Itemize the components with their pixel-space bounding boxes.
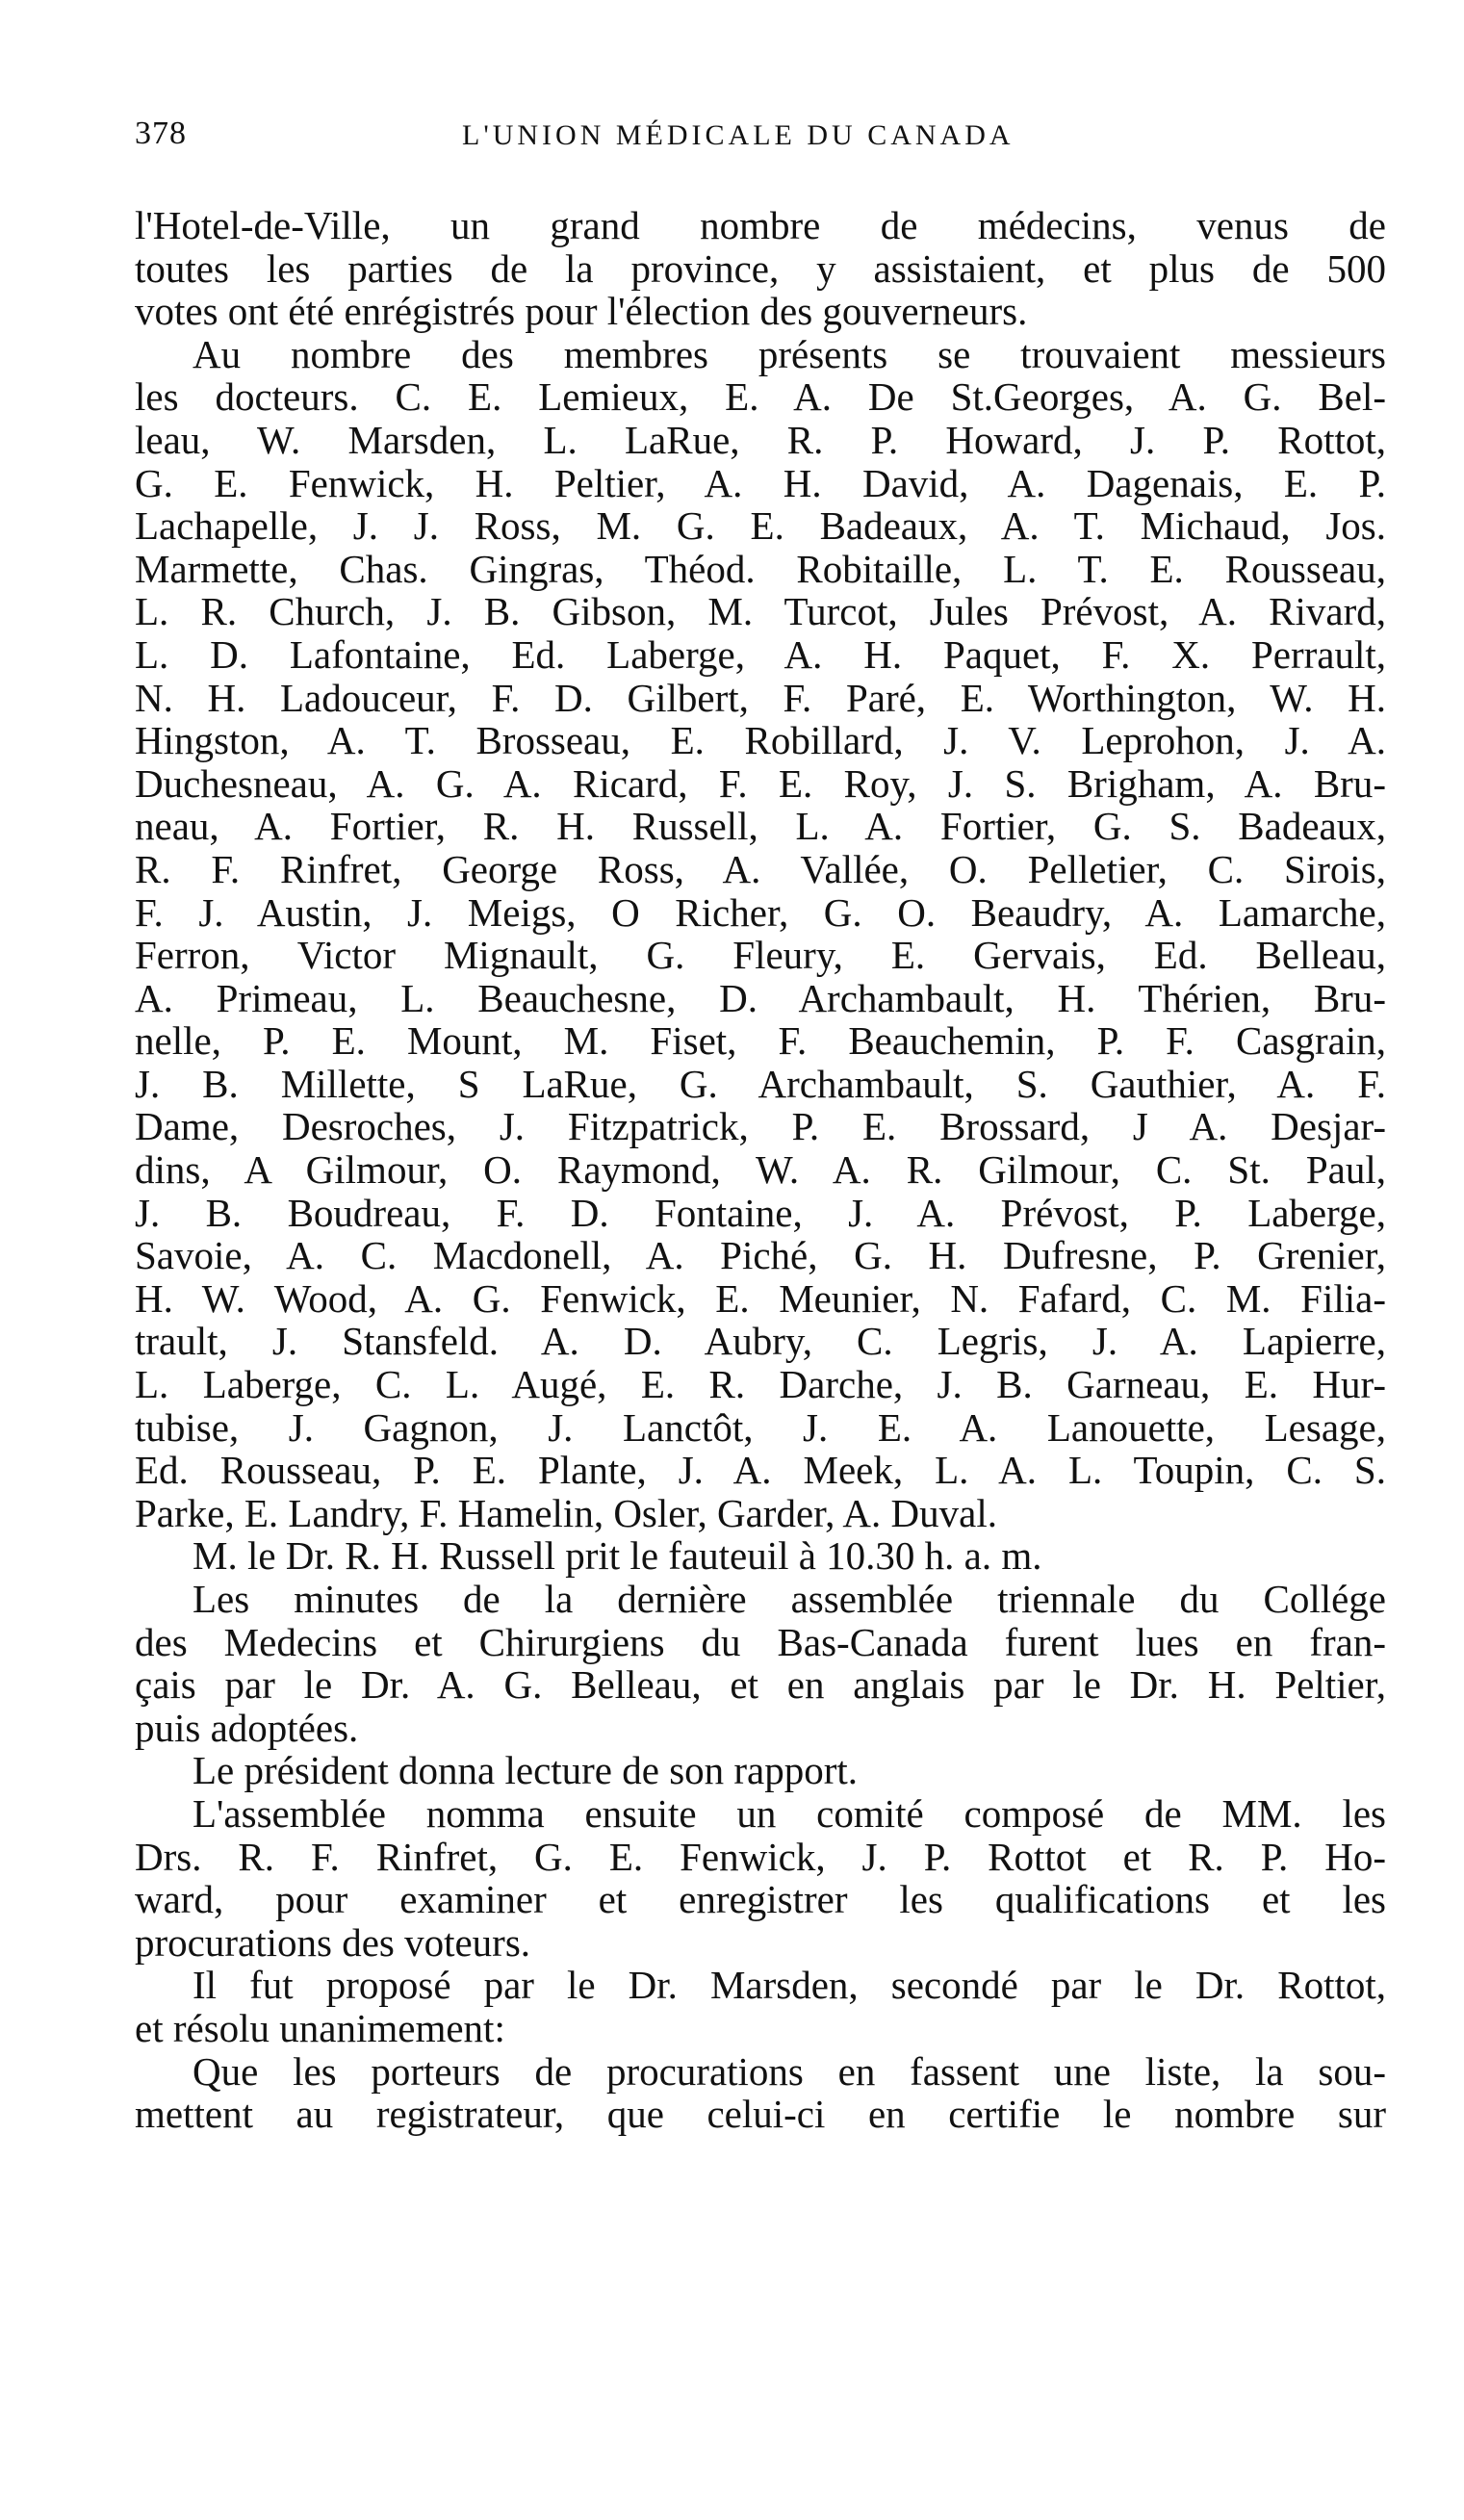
text-line: leau, W. Marsden, L. LaRue, R. P. Howard, J. P. Rottot, <box>135 417 1386 462</box>
text-line: et résolu unanimement: <box>135 2005 505 2050</box>
text-line: nelle, P. E. Mount, M. Fiset, F. Beauchemin, P. F. Casgrain, <box>135 1018 1386 1064</box>
text-line: F. J. Austin, J. Meigs, O Richer, G. O. Beaudry, A. Lamarche, <box>135 889 1386 935</box>
text-line: Il fut proposé par le Dr. Marsden, secondé par le Dr. Rottot, <box>193 1963 1386 2008</box>
text-line: Savoie, A. C. Macdonell, A. Piché, G. H. Dufresne, P. Grenier, <box>135 1233 1386 1278</box>
text-line: Parke, E. Landry, F. Hamelin, Osler, Garder, A. Duval. <box>135 1490 997 1535</box>
text-line: H. W. Wood, A. G. Fenwick, E. Meunier, N. Fafard, C. M. Filia- <box>135 1275 1386 1321</box>
text-line: l'Hotel-de-Ville, un grand nombre de médecins, venus de <box>135 203 1386 247</box>
text-line: L. D. Lafontaine, Ed. Laberge, A. H. Paquet, F. X. Perrault, <box>135 631 1386 677</box>
running-head: L'UNION MÉDICALE DU CANADA <box>462 119 1015 151</box>
body-text <box>135 204 1386 2136</box>
page-number: 378 <box>135 116 187 151</box>
text-line: les docteurs. C. E. Lemieux, E. A. De St.Georges, A. G. Bel- <box>135 374 1386 420</box>
page-header <box>135 116 1386 173</box>
text-line: neau, A. Fortier, R. H. Russell, L. A. Fortier, G. S. Badeaux, <box>135 804 1386 849</box>
text-line: trault, J. Stansfeld. A. D. Aubry, C. Legris, J. A. Lapierre, <box>135 1319 1386 1364</box>
text-line: A. Primeau, L. Beauchesne, D. Archambault, H. Thérien, Bru- <box>135 975 1386 1020</box>
text-line: Les minutes de la dernière assemblée triennale du Collége <box>193 1577 1386 1621</box>
text-line: L. R. Church, J. B. Gibson, M. Turcot, Jules Prévost, A. Rivard, <box>135 589 1386 634</box>
text-line: des Medecins et Chirurgiens du Bas-Canada furent lues en fran- <box>135 1619 1386 1664</box>
text-line: mettent au registrateur, que celui-ci en certifie le nombre sur <box>135 2092 1386 2137</box>
text-line: dins, A Gilmour, O. Raymond, W. A. R. Gilmour, C. St. Paul, <box>135 1147 1386 1193</box>
text-line: Que les porteurs de procurations en fassent une liste, la sou- <box>193 2048 1386 2094</box>
text-line: ward, pour examiner et enregistrer les qualifications et les <box>135 1877 1386 1922</box>
text-line: Marmette, Chas. Gingras, Théod. Robitaille, L. T. E. Rousseau, <box>135 546 1386 591</box>
text-line: N. H. Ladouceur, F. D. Gilbert, F. Paré, E. Worthington, W. H. <box>135 675 1386 720</box>
text-line: Le président donna lecture de son rapport. <box>193 1748 859 1793</box>
text-line: M. le Dr. R. H. Russell prit le fauteuil à 10.30 h. a. m. <box>193 1533 1042 1579</box>
text-line: votes ont été enrégistrés pour l'élection des gouverneurs. <box>135 289 1028 334</box>
text-line: Ed. Rousseau, P. E. Plante, J. A. Meek, L. A. L. Toupin, C. S. <box>135 1448 1386 1493</box>
text-line: tubise, J. Gagnon, J. Lanctôt, J. E. A. Lanouette, Lesage, <box>135 1404 1386 1450</box>
text-line: Ferron, Victor Mignault, G. Fleury, E. Gervais, Ed. Belleau, <box>135 933 1386 978</box>
text-line: Au nombre des membres présents se trouvaient messieurs <box>193 331 1386 376</box>
text-line: Lachapelle, J. J. Ross, M. G. E. Badeaux, A. T. Michaud, Jos. <box>135 503 1386 549</box>
text-line: procurations des voteurs. <box>135 1919 531 1965</box>
text-line: L. Laberge, C. L. Augé, E. R. Darche, J. B. Garneau, E. Hur- <box>135 1362 1386 1407</box>
text-line: Hingston, A. T. Brosseau, E. Robillard, J. V. Leprohon, J. A. <box>135 718 1386 763</box>
text-line: G. E. Fenwick, H. Peltier, A. H. David, A. Dagenais, E. P. <box>135 460 1386 505</box>
text-line: Dame, Desroches, J. Fitzpatrick, P. E. Brossard, J A. Desjar- <box>135 1104 1386 1149</box>
text-line: J. B. Boudreau, F. D. Fontaine, J. A. Prévost, P. Laberge, <box>135 1190 1386 1235</box>
text-line: Duchesneau, A. G. A. Ricard, F. E. Roy, J. S. Brigham, A. Bru- <box>135 760 1386 806</box>
text-line: Drs. R. F. Rinfret, G. E. Fenwick, J. P. Rottot et R. P. Ho- <box>135 1834 1386 1879</box>
text-line: çais par le Dr. A. G. Belleau, et en anglais par le Dr. H. Peltier, <box>135 1662 1386 1708</box>
text-line: toutes les parties de la province, y assistaient, et plus de 500 <box>135 245 1386 291</box>
text-line: puis adoptées. <box>135 1705 359 1750</box>
text-line: R. F. Rinfret, George Ross, A. Vallée, O. Pelletier, C. Sirois, <box>135 846 1386 891</box>
text-line: L'assemblée nomma ensuite un comité composé de MM. les <box>193 1790 1386 1836</box>
text-line: J. B. Millette, S LaRue, G. Archambault, S. Gauthier, A. F. <box>135 1061 1386 1106</box>
